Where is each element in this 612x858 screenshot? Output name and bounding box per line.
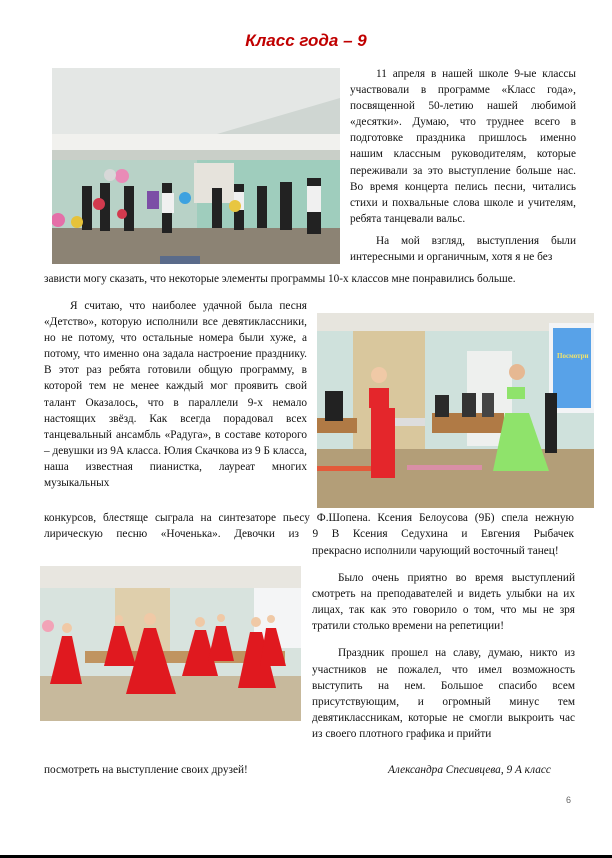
paragraph-intro: [350, 66, 576, 265]
page-number: 6: [566, 795, 572, 805]
paragraph-3-end: [312, 543, 575, 742]
paragraph-2-top: На мой взгляд, выступления были интересными и органичным, хотя я не без: [350, 234, 576, 264]
photo-class-lineup: [52, 68, 340, 264]
paragraph-4: Было очень приятно во время выступлений смотреть на преподавателей и видеть улыбки на их лицах, так как это говорило о том, что мы не зря тратили столько времени на репетиции!: [312, 572, 575, 633]
paragraph-1: 11 апреля в нашей школе 9-ые классы участвовали в программе «Класс года», посвященной 50-летию нашей любимой «десятки». Думаю, что труднее всего в подготовке праздника пришлось именно нашим классным руководителям, которые переживали за это выступление больше нас. Во время концерта пелись песни, читались стихи и похвальные слова школе и учителям, ребята танцевали вальс.: [350, 68, 576, 225]
author-signature: Александра Спесивцева, 9 А класс: [388, 764, 551, 776]
page-title: Класс года – 9: [245, 31, 367, 50]
paragraph-3-full-1: [44, 510, 574, 543]
paragraph-5-last: посмотреть на выступление своих друзей!: [44, 764, 248, 776]
paragraph-3-end-text: прекрасно исполнили чарующий восточный танец!: [312, 545, 559, 557]
paragraph-3-full-text: конкурсов, блестяще сыграла на синтезаторе пьесу Ф.Шопена. Ксения Белоусова (9Б) спела нежную лирическую песню «Ноченька». Девочки из 9 В Ксения Седухина и Евгения Рыбачек: [44, 512, 574, 541]
paragraph-3: Я считаю, что наиболее удачной была песня «Детство», которую исполнили все девятиклассники, но не потому, что остальные номера были хуже, а потому, что именно она задала настроение празднику. В этот раз ребята готовили общую программу, в которой тем не менее каждый мог проявить свой талант Оказалось, что в параллели 9-х немало настоящих звёзд. Как всегда порадовал всех танцевальный ансамбль «Радуга», в составе которого – девушки из 9А класса. Юлия Скачкова из 9 Б класса, наша известная пианистка, лауреат многих музыкальных: [44, 300, 307, 490]
paragraph-3-column: [44, 298, 307, 491]
paragraph-2-bottom: зависти могу сказать, что некоторые элементы программы 10-х классов мне понравились больше.: [44, 273, 516, 285]
paragraph-5: Праздник прошел на славу, думаю, никто из участников не пожалел, что имел возможность выступить на нем. Большое спасибо всем присутствующим, и огромный минус тем девятиклассникам, которые не смогли выкроить час из своего плотного графика и прийти: [312, 647, 575, 740]
photo-oriental-dance: [317, 313, 594, 508]
projector-text: Посмотри: [557, 352, 589, 360]
photo-radyga-ensemble: [40, 566, 301, 721]
